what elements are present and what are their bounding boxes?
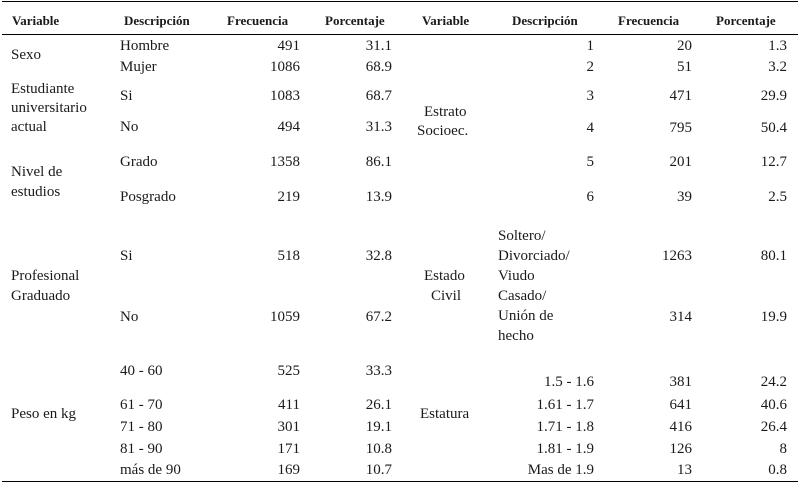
- variable-label-estudiante: actual: [11, 119, 47, 135]
- desc-cell: 3: [586, 88, 594, 104]
- pct-cell: 68.9: [365, 59, 392, 75]
- desc-cell: Hombre: [120, 38, 170, 54]
- desc-cell: 1.81 - 1.9: [536, 441, 594, 457]
- header-porcentaje-right: Porcentaje: [716, 13, 776, 28]
- header-porcentaje-left: Porcentaje: [325, 13, 385, 28]
- freq-cell: 301: [277, 419, 300, 435]
- desc-cell: Mujer: [120, 59, 157, 75]
- freq-cell: 1358: [270, 154, 300, 170]
- pct-cell: 33.3: [365, 363, 392, 379]
- variable-label-estrato: Socioec.: [417, 123, 469, 139]
- pct-cell: 80.1: [760, 248, 787, 264]
- freq-cell: 491: [277, 38, 300, 54]
- desc-cell: hecho: [498, 328, 534, 344]
- freq-cell: 411: [278, 397, 300, 413]
- desc-cell: Si: [120, 88, 133, 104]
- freq-cell: 13: [677, 462, 692, 478]
- desc-cell: Mas de 1.9: [527, 462, 594, 478]
- variable-label-estudiante: universitario: [11, 100, 87, 116]
- desc-cell: Grado: [120, 154, 158, 170]
- variable-label-peso: Peso en kg: [11, 406, 76, 422]
- pct-cell: 19.1: [365, 419, 392, 435]
- desc-cell: 61 - 70: [120, 397, 163, 413]
- freq-cell: 314: [669, 309, 692, 325]
- desc-cell: Posgrado: [120, 189, 176, 205]
- desc-cell: 71 - 80: [120, 419, 163, 435]
- bottom-rule: [2, 481, 798, 482]
- pct-cell: 67.2: [365, 309, 392, 325]
- pct-cell: 0.8: [768, 462, 787, 478]
- variable-label-estatura: Estatura: [420, 406, 470, 422]
- header-descripcion-right: Descripción: [512, 13, 578, 28]
- desc-cell: 2: [586, 59, 594, 75]
- pct-cell: 10.7: [365, 462, 392, 478]
- header-rule: [2, 34, 798, 35]
- freq-cell: 171: [277, 441, 300, 457]
- pct-cell: 68.7: [365, 88, 392, 104]
- freq-cell: 20: [677, 38, 692, 54]
- pct-cell: 26.4: [760, 419, 787, 435]
- desc-cell: Soltero/: [498, 228, 546, 244]
- desc-cell: No: [120, 309, 139, 325]
- variable-label-nivel: Nivel de: [11, 164, 63, 180]
- pct-cell: 1.3: [768, 38, 787, 54]
- freq-cell: 219: [277, 189, 300, 205]
- pct-cell: 40.6: [760, 397, 787, 413]
- desc-cell: más de 90: [120, 462, 181, 478]
- desc-cell: 1: [586, 38, 594, 54]
- freq-cell: 471: [669, 88, 692, 104]
- freq-cell: 416: [669, 419, 692, 435]
- variable-label-nivel: estudios: [11, 184, 61, 200]
- pct-cell: 2.5: [768, 189, 787, 205]
- pct-cell: 19.9: [760, 309, 787, 325]
- variable-label-sexo: Sexo: [11, 47, 41, 63]
- header-descripcion-left: Descripción: [124, 13, 190, 28]
- desc-cell: Si: [120, 248, 133, 264]
- pct-cell: 8: [779, 441, 787, 457]
- freq-cell: 381: [669, 374, 692, 390]
- pct-cell: 32.8: [365, 248, 392, 264]
- pct-cell: 86.1: [365, 154, 392, 170]
- variable-label-estudiante: Estudiante: [11, 81, 75, 97]
- desc-cell: 1.61 - 1.7: [536, 397, 594, 413]
- pct-cell: 26.1: [365, 397, 392, 413]
- freq-cell: 51: [677, 59, 692, 75]
- variable-label-profesional: Profesional: [11, 268, 80, 284]
- pct-cell: 24.2: [760, 374, 787, 390]
- header-frecuencia-left: Frecuencia: [227, 13, 289, 28]
- freq-cell: 169: [277, 462, 300, 478]
- freq-cell: 39: [677, 189, 692, 205]
- header-variable-left: Variable: [12, 13, 60, 28]
- pct-cell: 29.9: [760, 88, 787, 104]
- desc-cell: Unión de: [498, 308, 554, 324]
- freq-cell: 126: [669, 441, 692, 457]
- header-variable-right: Variable: [422, 13, 470, 28]
- pct-cell: 50.4: [760, 120, 787, 136]
- pct-cell: 31.1: [365, 38, 392, 54]
- freq-cell: 795: [669, 120, 692, 136]
- freq-cell: 1086: [270, 59, 300, 75]
- desc-cell: Divorciado/: [498, 248, 570, 264]
- desc-cell: Casado/: [498, 288, 547, 304]
- desc-cell: 1.71 - 1.8: [536, 419, 594, 435]
- freq-cell: 1263: [662, 248, 692, 264]
- freq-cell: 1083: [270, 88, 300, 104]
- desc-cell: 4: [586, 120, 594, 136]
- variable-label-profesional: Graduado: [11, 288, 71, 304]
- desc-cell: 1.5 - 1.6: [544, 374, 594, 390]
- header-frecuencia-right: Frecuencia: [618, 13, 680, 28]
- pct-cell: 3.2: [768, 59, 787, 75]
- desc-cell: 5: [586, 154, 594, 170]
- freq-cell: 494: [277, 119, 300, 135]
- desc-cell: 40 - 60: [120, 363, 163, 379]
- variable-label-civil: Estado: [424, 268, 465, 284]
- desc-cell: 81 - 90: [120, 441, 163, 457]
- freq-cell: 201: [669, 154, 692, 170]
- freq-cell: 1059: [270, 309, 300, 325]
- freq-cell: 525: [277, 363, 300, 379]
- variable-label-estrato: Estrato: [424, 104, 467, 120]
- pct-cell: 31.3: [365, 119, 392, 135]
- variable-label-civil: Civil: [431, 288, 462, 304]
- pct-cell: 13.9: [365, 189, 392, 205]
- pct-cell: 12.7: [760, 154, 787, 170]
- desc-cell: No: [120, 119, 139, 135]
- freq-cell: 518: [277, 248, 300, 264]
- desc-cell: 6: [586, 189, 594, 205]
- freq-cell: 641: [669, 397, 692, 413]
- pct-cell: 10.8: [365, 441, 392, 457]
- top-rule: [2, 1, 798, 2]
- desc-cell: Viudo: [498, 268, 535, 284]
